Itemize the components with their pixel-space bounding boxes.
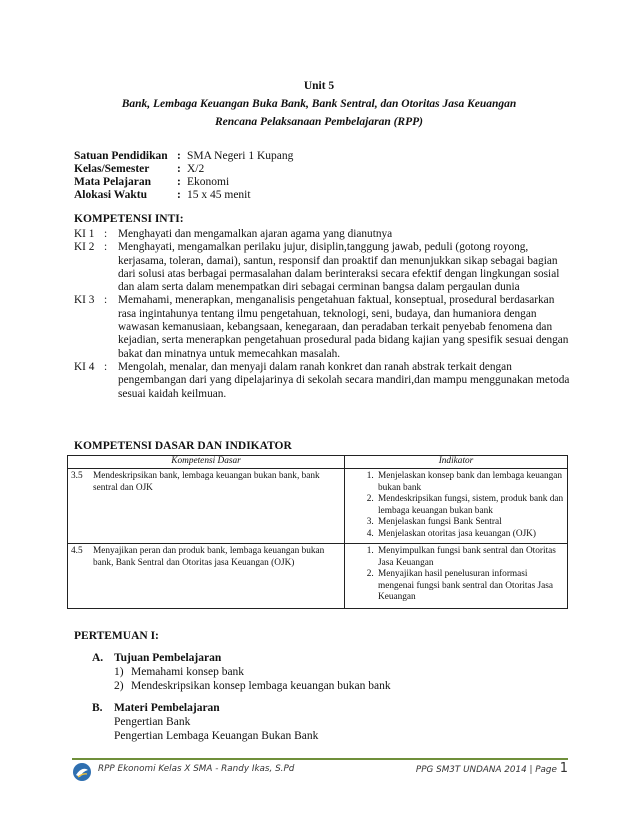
section-title: Tujuan Pembelajaran: [114, 652, 222, 664]
ki-separator: :: [104, 360, 108, 373]
indicator-list: [348, 546, 564, 604]
page-footer: [72, 758, 568, 782]
indicator-item: 1. Menjelaskan konsep bank dan lembaga keuangan bukan bank: [376, 471, 564, 494]
list-item: [92, 665, 391, 679]
kd-number: 4.5: [71, 546, 83, 556]
info-label: Alokasi Waktu: [74, 189, 147, 201]
item-text: Memahami konsep bank: [131, 666, 245, 678]
unit-subtitle: Bank, Lembaga Keuangan Buka Bank, Bank Sentral, dan Otoritas Jasa Keuangan: [121, 98, 517, 110]
info-separator: :: [177, 189, 181, 201]
info-row: [74, 176, 293, 189]
ki-code: KI 4: [74, 360, 95, 373]
info-value: SMA Negeri 1 Kupang: [187, 150, 294, 162]
info-row: [74, 189, 293, 202]
ki-text: Menghayati dan mengamalkan ajaran agama yang dianutnya: [118, 228, 393, 240]
section-materi: [92, 701, 318, 743]
indicator-item: 3. Menjelaskan fungsi Bank Sentral: [376, 517, 564, 529]
indicator-cell: [345, 544, 568, 609]
item-number: 2): [114, 680, 124, 692]
table-row: [68, 544, 568, 609]
materi-line: Pengertian Bank: [114, 716, 191, 728]
info-value: 15 x 45 menit: [187, 189, 251, 201]
indicator-item: 1. Menyimpulkan fungsi bank sentral dan Otoritas Jasa Keuangan: [376, 546, 564, 569]
ki-code: KI 1: [74, 228, 95, 240]
table-header-row: [68, 456, 568, 469]
title-block: [60, 77, 578, 131]
footer-left-text: RPP Ekonomi Kelas X SMA - Randy Ikas, S.Pd: [98, 764, 295, 774]
info-label: Kelas/Semester: [74, 163, 150, 175]
kd-indicator-table: [67, 455, 568, 609]
unit-title: Unit 5: [303, 80, 335, 92]
item-number: 1): [114, 666, 124, 678]
column-header-kd: Kompetensi Dasar: [68, 456, 345, 469]
info-value: X/2: [187, 163, 205, 175]
info-value: Ekonomi: [187, 176, 230, 188]
materi-line: Pengertian Lembaga Keuangan Bukan Bank: [114, 730, 319, 742]
pertemuan-heading: PERTEMUAN I:: [74, 630, 159, 642]
section-letter: A.: [92, 652, 104, 664]
kd-number: 3.5: [71, 471, 83, 481]
indicator-item: 4. Menjelaskan otoritas jasa keuangan (OJK): [376, 529, 564, 541]
table-row: [68, 469, 568, 544]
kd-cell: [68, 469, 345, 544]
ki-text: Mengolah, menalar, dan menyaji dalam ranah konkret dan ranah abstrak terkait dengan pengembangan dari yang dipelajarinya di sekolah secara mandiri,dan mampu menggunakan metoda sesuai kaidah keilmuan.: [118, 360, 570, 400]
ki-separator: :: [104, 294, 108, 307]
info-label: Mata Pelajaran: [74, 176, 151, 188]
ki-separator: :: [104, 241, 108, 254]
info-row: [74, 163, 293, 176]
ki-code: KI 2: [74, 241, 95, 254]
section-tujuan: [92, 651, 391, 693]
info-separator: :: [177, 176, 181, 188]
info-label: Satuan Pendidikan: [74, 150, 168, 162]
info-row: [74, 150, 293, 163]
kd-entry: [71, 471, 341, 494]
ki-separator: :: [104, 228, 108, 240]
info-separator: :: [177, 150, 181, 162]
indicator-item: 2. Mendeskripsikan fungsi, sistem, produk bank dan lembaga keuangan bukan bank: [376, 494, 564, 517]
column-header-indicator: Indikator: [345, 456, 568, 469]
ki-code: KI 3: [74, 294, 95, 307]
list-item: [92, 679, 391, 693]
section-header: [92, 651, 391, 665]
indicator-item: 2. Menyajikan hasil penelusuran informasi mengenai fungsi bank sentral dan Otoritas Jasa Keuangan: [376, 569, 564, 604]
kd-text: Mendeskripsikan bank, lembaga keuangan bukan bank, bank sentral dan OJK: [93, 471, 320, 493]
ki-item: [74, 228, 574, 241]
section-letter: B.: [92, 702, 103, 714]
item-text: Mendeskripsikan konsep lembaga keuangan bukan bank: [131, 680, 391, 692]
footer-program: PPG SM3T UNDANA 2014 | Page: [415, 765, 560, 775]
section-header: [92, 701, 318, 715]
section-title: Materi Pembelajaran: [114, 702, 220, 714]
ki-text: Menghayati, mengamalkan perilaku jujur, disiplin,tanggung jawab, peduli (gotong royong, kerjasama, toleran, damai), santun, responsif dan proaktif dan menunjukkan sikap sebagai bagian dari solusi atas berbagai permasalahan dalam berinteraksi secara efektif dengan lingkungan sosial dan alam serta dalam menempatkan diri sebagai cerminan bangsa dalam pergaulan dunia: [118, 241, 560, 294]
undana-logo-icon: [72, 762, 92, 782]
kd-entry: [71, 546, 341, 569]
document-title: Rencana Pelaksanaan Pembelajaran (RPP): [215, 116, 423, 128]
kd-cell: [68, 544, 345, 609]
kd-heading: KOMPETENSI DASAR DAN INDIKATOR: [74, 440, 292, 452]
footer-right-text: [416, 761, 568, 776]
page-number: 1: [559, 761, 568, 776]
ki-item: [74, 361, 574, 401]
ki-list: [74, 228, 574, 401]
info-separator: :: [177, 163, 181, 175]
ki-item: [74, 241, 574, 294]
indicator-cell: [345, 469, 568, 544]
kd-text: Menyajikan peran dan produk bank, lembaga keuangan bukan bank, Bank Sentral dan Otoritas jasa Keuangan (OJK): [93, 546, 325, 568]
ki-heading: KOMPETENSI INTI:: [74, 213, 184, 225]
ki-text: Memahami, menerapkan, menganalisis pengetahuan faktual, konseptual, prosedural berdasarkan rasa ingintahunya tentang ilmu pengetahuan, teknologi, seni, budaya, dan humaniora dengan wawasan kemanusiaan, kebangsaan, kenegaraan, dan peradaban terkait penyebab fenomena dan kejadian, serta menerapkan pengetahuan prosedural pada bidang kajian yang spesifik sesuai dengan bakat dan minatnya untuk memecahkan masalah.: [118, 294, 569, 360]
indicator-list: [348, 471, 564, 540]
ki-item: [74, 294, 574, 360]
identity-block: [74, 150, 293, 202]
